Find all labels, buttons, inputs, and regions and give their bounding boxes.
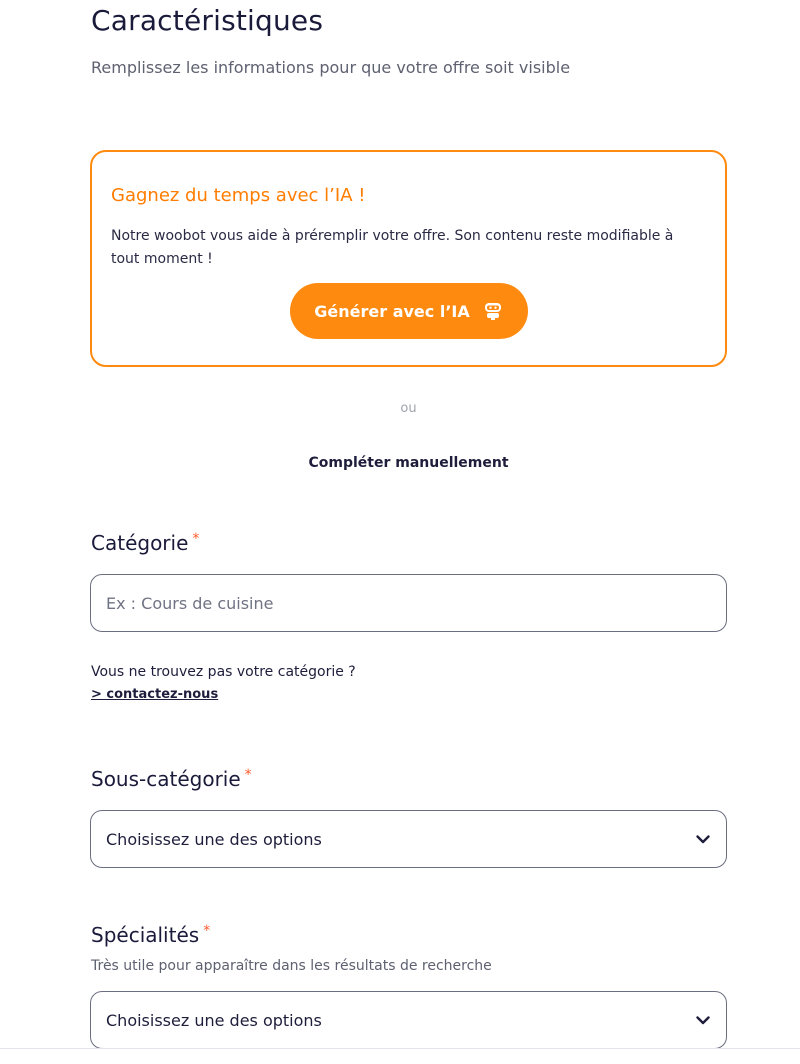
category-input[interactable]: [90, 574, 727, 632]
page-title: Caractéristiques: [91, 4, 324, 37]
ia-assist-card: [90, 150, 727, 367]
bottom-divider: [0, 1048, 800, 1049]
subcategory-select[interactable]: [90, 810, 727, 868]
subcategory-label: [91, 767, 252, 791]
subcategory-selected-value: Choisissez une des options: [106, 829, 322, 849]
generate-with-ia-button[interactable]: [290, 283, 528, 339]
specialties-selected-value: Choisissez une des options: [106, 1010, 322, 1030]
category-input-placeholder: Ex : Cours de cuisine: [106, 593, 274, 613]
category-helper-text: Vous ne trouvez pas votre catégorie ?: [91, 664, 356, 680]
required-asterisk: *: [192, 531, 200, 547]
contact-us-link[interactable]: > contactez-nous: [91, 687, 219, 702]
complete-manually-link[interactable]: Compléter manuellement: [308, 455, 509, 471]
required-asterisk: *: [203, 923, 211, 939]
category-label-text: Catégorie: [91, 531, 189, 555]
specialties-label-text: Spécialités: [91, 923, 200, 947]
chevron-down-icon: [694, 1011, 712, 1029]
robot-icon: [482, 300, 504, 322]
chevron-down-icon: [694, 830, 712, 848]
or-separator: ou: [400, 401, 417, 416]
subcategory-label-text: Sous-catégorie: [91, 767, 241, 791]
generate-button-label: Générer avec l’IA: [314, 301, 470, 321]
specialties-label: [91, 923, 210, 947]
ia-card-title: Gagnez du temps avec l’IA !: [111, 185, 366, 206]
specialties-hint: Très utile pour apparaître dans les résultats de recherche: [91, 958, 492, 974]
ia-card-description: Notre woobot vous aide à préremplir votre offre. Son contenu reste modifiable à tout moment !: [111, 228, 674, 267]
specialties-select[interactable]: [90, 991, 727, 1049]
required-asterisk: *: [244, 767, 252, 783]
page-subtitle: Remplissez les informations pour que votre offre soit visible: [91, 58, 571, 77]
category-label: [91, 531, 199, 555]
